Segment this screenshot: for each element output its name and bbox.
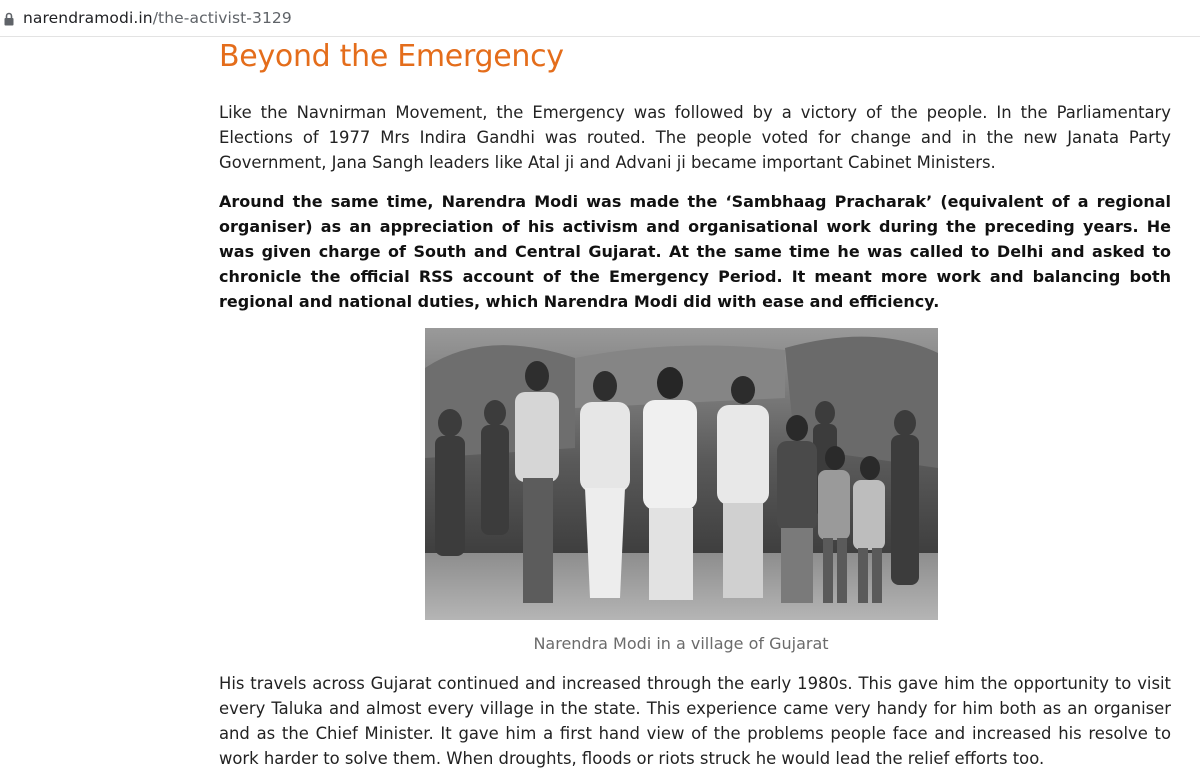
lock-icon — [4, 11, 14, 25]
article — [219, 36, 1171, 771]
url-text[interactable] — [23, 9, 292, 27]
address-bar[interactable] — [0, 0, 1200, 37]
village-photo — [425, 328, 938, 620]
figure — [219, 328, 1171, 653]
article-heading: Beyond the Emergency — [219, 39, 564, 74]
paragraph-1: Like the Navnirman Movement, the Emergency was followed by a victory of the people. In the Parliamentary Elections of 1977 Mrs Indira Gandhi was routed. The people voted for change and in the new Janata Party Government, Jana Sangh leaders like Atal ji and Advani ji became important Cabinet Ministers. — [219, 103, 1171, 173]
image-caption: Narendra Modi in a village of Gujarat — [533, 633, 829, 653]
url-domain: narendramodi.in — [23, 9, 153, 27]
url-path: /the-activist-3129 — [152, 9, 292, 27]
paragraph-3: His travels across Gujarat continued and increased through the early 1980s. This gave him the opportunity to visit every Taluka and almost every village in the state. This experience came very handy for him both as an organiser and as the Chief Minister. It gave him a first hand view of the problems people face and increased his resolve to work harder to solve them. When droughts, floods or riots struck he would lead the relief efforts too. — [219, 673, 1171, 769]
paragraph-2: Around the same time, Narendra Modi was made the ‘Sambhaag Pracharak’ (equivalent of a regional organiser) as an appreciation of his activism and organisational work during the preceding years. He was given charge of South and Central Gujarat. At the same time he was called to Delhi and asked to chronicle the official RSS account of the Emergency Period. It meant more work and balancing both regional and national duties, which Narendra Modi did with ease and efficiency. — [219, 191, 1171, 312]
